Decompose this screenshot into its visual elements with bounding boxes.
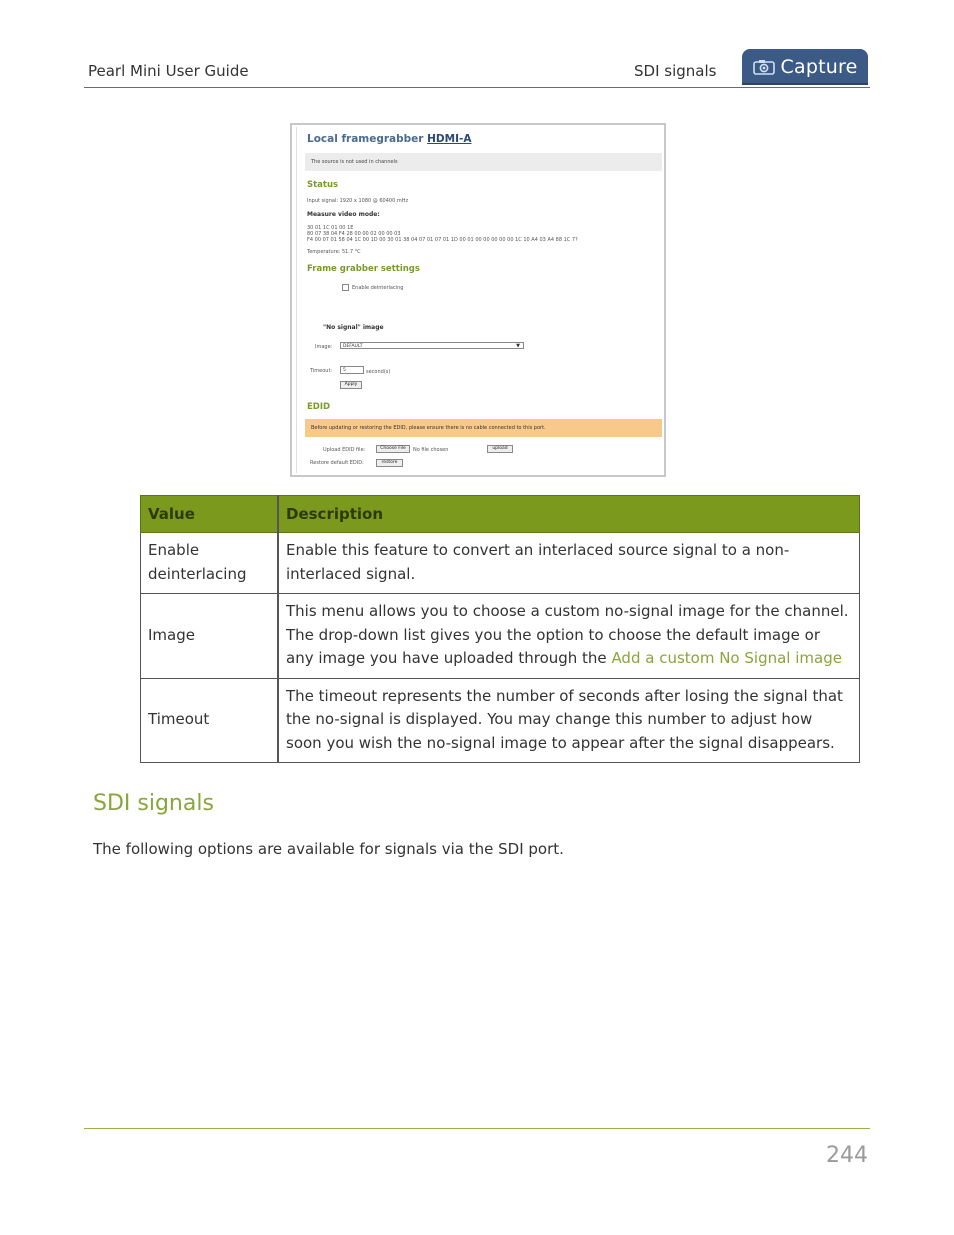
hex-line-2: 80 07 38 04 F4 28 00 00 02 00 00 03 [307,231,401,237]
row-value: Enable deinterlacing [141,533,279,594]
col-value-header: Value [141,496,279,533]
timeout-input[interactable]: 5 [340,366,364,374]
hex-line-3: F4 00 07 01 58 04 1C 00 1D 00 30 01 38 04 07 01 07 01 1D 00 01 00 00 00 00 00 1C 10 A4 03 A4 88 1C 7? [307,237,578,243]
section-heading: SDI signals [93,791,214,816]
image-label: Image: [315,344,333,350]
row-description [278,594,860,679]
row-value: Image [141,594,279,679]
page-number: 244 [826,1143,868,1168]
status-heading: Status [307,180,339,190]
deinterlace-checkbox[interactable] [342,284,349,291]
source-notice: The source is not used in channels [305,153,662,171]
col-description-header: Description [278,496,860,533]
timeout-unit: second(s) [366,369,391,375]
footer-divider [84,1128,870,1129]
add-no-signal-image-link[interactable]: Add a custom No Signal image [611,649,842,667]
row-description: Enable this feature to convert an interlaced source signal to a non-interlaced signal. [278,533,860,594]
input-signal-text: Input signal: 1920 x 1080 @ 60400 mHz [307,198,409,204]
deinterlace-label: Enable deinterlacing [352,285,404,291]
apply-button[interactable]: Apply [340,381,362,389]
no-file-text: No file chosen [413,447,449,453]
chevron-down-icon: ▼ [516,343,520,349]
section-paragraph: The following options are available for signals via the SDI port. [93,840,564,858]
hex-line-1: 30 01 1C 01 00 1E [307,225,354,231]
edid-warning: Before updating or restoring the EDID, please ensure there is no cable connected to this port. [305,419,662,437]
capture-tab-label: Capture [780,56,858,78]
screenshot-title [307,133,471,145]
settings-table [140,495,860,763]
measure-video-label: Measure video mode: [307,211,380,218]
choose-file-button[interactable]: Choose File [376,445,410,453]
edid-heading: EDID [307,402,331,412]
table-row [141,594,860,679]
restore-edid-label: Restore default EDID: [310,460,364,466]
camera-icon [753,59,775,75]
table-header-row [141,496,860,533]
row-description-text: This menu allows you to choose a custom no-signal image for the channel. The drop-down list gives you the option to choose the default image or any image you have uploaded through the [286,602,849,667]
no-signal-image-label: "No signal" image [323,324,384,331]
upload-edid-label: Upload EDID file: [323,447,366,453]
capture-tab[interactable] [742,49,868,85]
framegrabber-screenshot [290,123,666,477]
image-select[interactable] [340,342,524,349]
guide-title: Pearl Mini User Guide [88,62,249,80]
header-divider [84,87,870,88]
header-section: SDI signals [634,62,717,80]
screenshot-title-prefix: Local framegrabber [307,133,424,145]
frame-grabber-heading: Frame grabber settings [307,264,420,274]
screenshot-title-port: HDMI-A [427,133,472,145]
restore-button[interactable]: restore [376,459,403,467]
screenshot-panel [296,127,662,473]
timeout-label: Timeout: [310,368,333,374]
row-value: Timeout [141,678,279,763]
row-description: The timeout represents the number of seconds after losing the signal that the no-signal is displayed. You may change this number to adjust how soon you wish the no-signal image to appear after the signal disappears. [278,678,860,763]
table-row [141,533,860,594]
table-row [141,678,860,763]
upload-button[interactable]: upload [487,445,513,453]
temperature-text: Temperature: 51.7 °C [307,249,361,255]
image-select-value: DEFAULT [343,344,363,349]
